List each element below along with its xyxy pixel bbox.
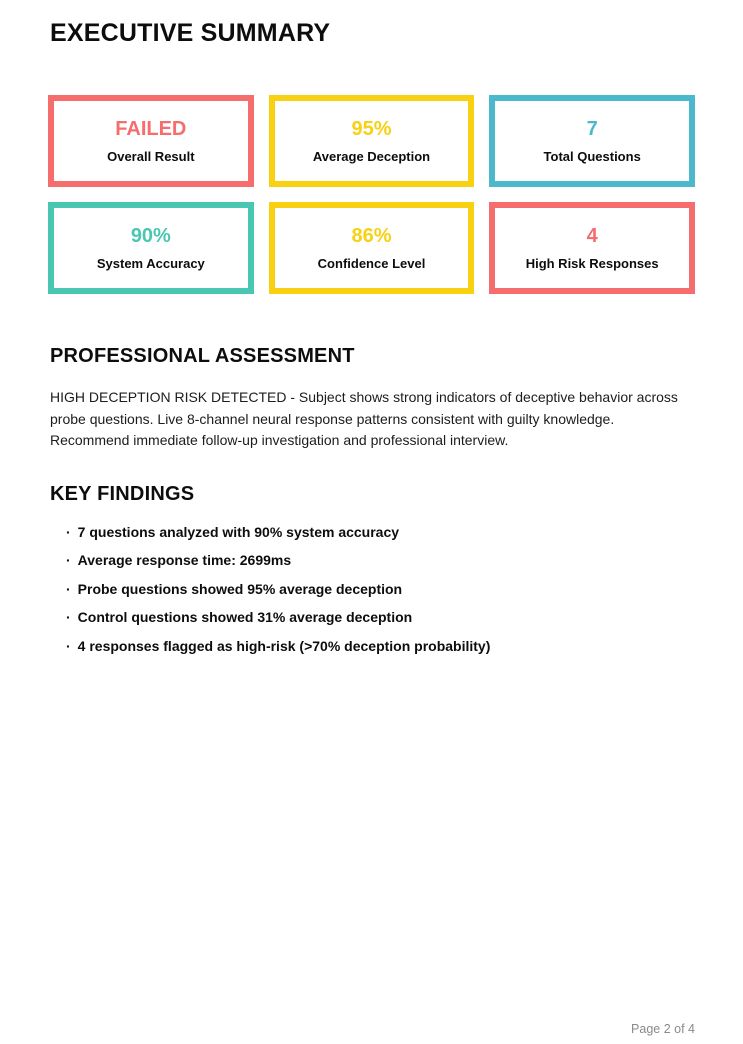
bullet-icon: · <box>66 637 71 654</box>
stat-card-average-deception <box>269 95 475 187</box>
stat-value: 90% <box>130 225 171 247</box>
assessment-body: HIGH DECEPTION RISK DETECTED - Subject shows strong indicators of deceptive behavior across probe questions. Live 8-channel neural response patterns consistent with guilty knowledge. Recommend immediate follow-up investigation and professional interview. <box>50 389 678 448</box>
bullet-icon: · <box>66 523 71 540</box>
finding-item <box>48 582 695 597</box>
stat-label: System Accuracy <box>96 256 205 271</box>
bullet-icon: · <box>66 580 71 597</box>
finding-text: Average response time: 2699ms <box>77 552 292 568</box>
finding-item <box>48 610 695 625</box>
finding-text: 4 responses flagged as high-risk (>70% deception probability) <box>77 637 491 654</box>
stat-label: Overall Result <box>107 149 195 164</box>
bullet-icon: · <box>66 609 71 625</box>
stat-label: Average Deception <box>312 149 431 164</box>
finding-text: Control questions showed 31% average deception <box>77 609 413 625</box>
stat-label: Confidence Level <box>317 256 426 271</box>
bullet-icon: · <box>66 552 71 568</box>
stat-label: High Risk Responses <box>525 256 659 271</box>
stat-card-high-risk-responses <box>489 202 695 294</box>
stat-label: Total Questions <box>543 149 641 164</box>
finding-text: Probe questions showed 95% average deception <box>77 580 403 597</box>
stat-value: 95% <box>351 118 392 140</box>
finding-item <box>48 553 695 568</box>
stat-card-overall-result <box>48 95 254 187</box>
finding-item <box>48 639 695 654</box>
report-page <box>0 18 743 1044</box>
findings-list <box>48 525 695 654</box>
assessment-heading: PROFESSIONAL ASSESSMENT <box>50 345 355 367</box>
stat-value: FAILED <box>115 118 187 140</box>
stat-card-system-accuracy <box>48 202 254 294</box>
finding-item <box>48 525 695 540</box>
stat-card-total-questions <box>489 95 695 187</box>
page-title: EXECUTIVE SUMMARY <box>50 19 331 47</box>
stat-card-confidence-level <box>269 202 475 294</box>
stat-value: 7 <box>586 118 598 140</box>
stat-value: 4 <box>586 225 598 247</box>
stats-grid <box>48 95 695 294</box>
page-number: Page 2 of 4 <box>631 1022 695 1036</box>
stat-value: 86% <box>351 225 392 247</box>
findings-heading: KEY FINDINGS <box>50 482 195 505</box>
finding-text: 7 questions analyzed with 90% system accuracy <box>77 523 400 540</box>
